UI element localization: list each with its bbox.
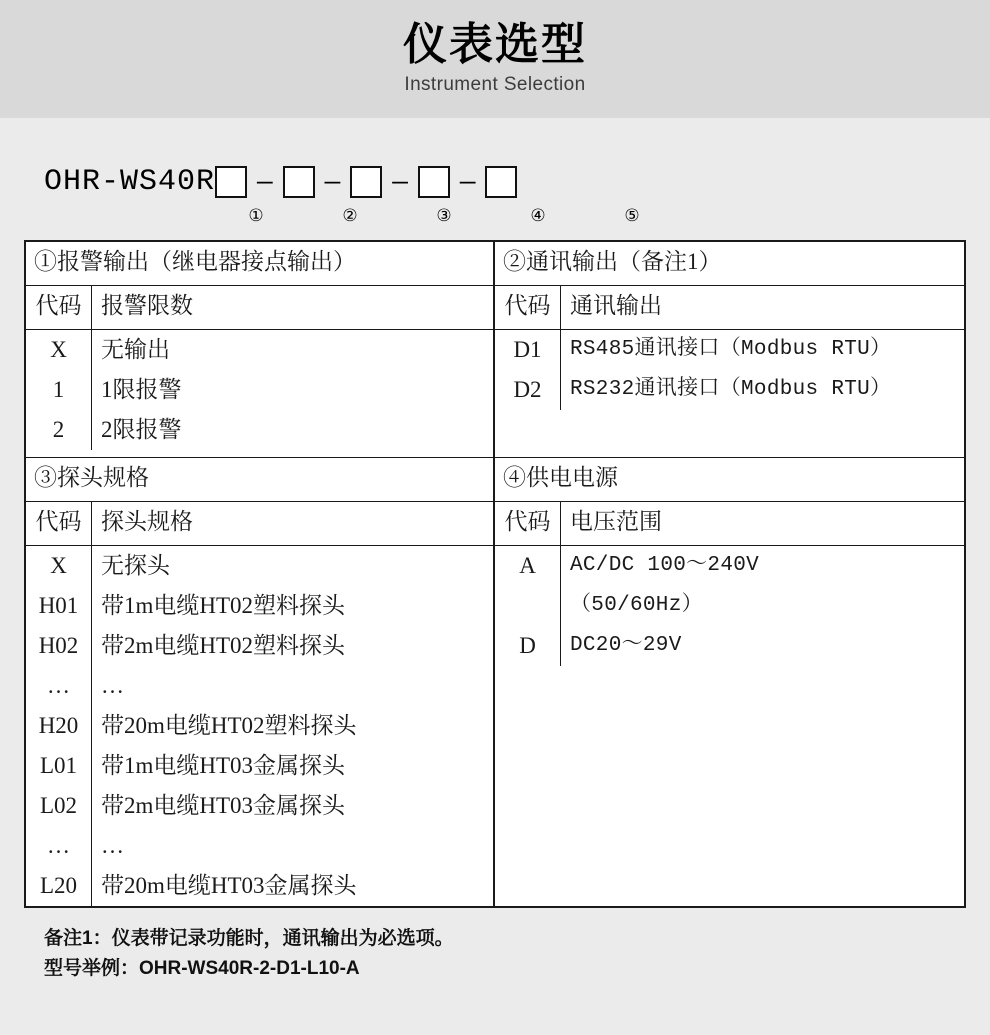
header-code-comm: 代码 (495, 286, 561, 329)
page-header (0, 0, 990, 118)
model-dash-4: — (459, 167, 476, 197)
header-row-alarm (26, 286, 493, 330)
page-subtitle: Instrument Selection (404, 74, 586, 95)
header-row-comm (495, 286, 964, 330)
header-desc-alarm: 报警限数 (101, 293, 193, 318)
notes-block (44, 924, 990, 984)
row-desc: 无探头 (101, 553, 170, 578)
model-slot-markers (44, 206, 990, 226)
row-desc: … (101, 833, 124, 858)
note-remark-1: 备注1：仪表带记录功能时，通讯输出为必选项。 (44, 928, 454, 949)
row-desc: 1限报警 (101, 377, 182, 402)
row-code: 2 (26, 410, 92, 450)
row-code: … (26, 826, 92, 866)
header-desc-probe: 探头规格 (101, 509, 193, 534)
model-code-row (44, 160, 990, 204)
rows-alarm (26, 330, 493, 458)
header-desc-power: 电压范围 (570, 509, 662, 534)
header-desc-comm: 通讯输出 (570, 293, 662, 318)
rows-comm (495, 330, 964, 458)
row-desc: 无输出 (101, 337, 170, 362)
model-marker-5: ⑤ (624, 206, 640, 225)
group-title-probe: ③探头规格 (26, 458, 493, 502)
row-desc: AC/DC 100～240V (570, 554, 760, 577)
row-desc: 带1m电缆HT03金属探头 (101, 753, 346, 778)
row-code: … (26, 666, 92, 706)
row-code: L02 (26, 786, 92, 826)
table-row (26, 586, 493, 626)
selection-table (24, 240, 966, 908)
row-desc: 带20m电缆HT02塑料探头 (101, 713, 357, 738)
model-slot-3[interactable] (350, 166, 382, 198)
selection-table-left-column (26, 242, 495, 906)
table-row (495, 546, 964, 586)
row-desc: 带20m电缆HT03金属探头 (101, 873, 357, 898)
row-code: X (26, 546, 92, 586)
row-desc: RS232通讯接口（Modbus RTU） (570, 378, 892, 401)
table-row (495, 330, 964, 370)
header-row-probe (26, 502, 493, 546)
table-row (495, 370, 964, 410)
row-code: X (26, 330, 92, 370)
row-desc: DC20～29V (570, 634, 682, 657)
model-slot-2[interactable] (283, 166, 315, 198)
row-desc: RS485通讯接口（Modbus RTU） (570, 338, 892, 361)
row-code: 1 (26, 370, 92, 410)
selection-table-right-column (495, 242, 964, 906)
row-code: D2 (495, 370, 561, 410)
model-prefix: OHR-WS40R (44, 165, 216, 199)
note-model-example: 型号举例：OHR-WS40R-2-D1-L10-A (44, 958, 360, 979)
row-desc: 2限报警 (101, 417, 182, 442)
table-row (26, 706, 493, 746)
model-marker-4: ④ (530, 206, 546, 225)
row-code (495, 586, 561, 626)
table-row (26, 546, 493, 586)
row-code: L01 (26, 746, 92, 786)
table-row (26, 666, 493, 706)
page-title: 仪表选型 (403, 20, 587, 69)
group-title-power: ④供电电源 (495, 458, 964, 502)
row-code: A (495, 546, 561, 586)
model-slot-5[interactable] (485, 166, 517, 198)
header-code-alarm: 代码 (26, 286, 92, 329)
model-dash-1: — (257, 167, 273, 197)
table-row (26, 786, 493, 826)
model-marker-1: ① (248, 206, 264, 225)
model-slot-1[interactable] (215, 166, 247, 198)
table-row (26, 626, 493, 666)
model-marker-2: ② (342, 206, 358, 225)
rows-probe (26, 546, 493, 906)
model-code-builder (44, 160, 990, 232)
table-row (26, 330, 493, 370)
row-desc: （50/60Hz） (570, 594, 703, 617)
row-code: D1 (495, 330, 561, 370)
group-title-alarm: ①报警输出（继电器接点输出） (26, 242, 493, 286)
header-row-power (495, 502, 964, 546)
table-row (26, 410, 493, 450)
row-desc: 带2m电缆HT02塑料探头 (101, 633, 346, 658)
row-code: D (495, 626, 561, 666)
row-code: H01 (26, 586, 92, 626)
model-dash-2: — (324, 167, 341, 197)
table-row (495, 586, 964, 626)
row-code: L20 (26, 866, 92, 906)
model-slot-4[interactable] (418, 166, 450, 198)
table-row (26, 370, 493, 410)
row-desc: … (101, 673, 124, 698)
table-row (26, 866, 493, 906)
rows-power (495, 546, 964, 666)
row-code: H02 (26, 626, 92, 666)
group-title-comm: ②通讯输出（备注1） (495, 242, 964, 286)
model-dash-3: — (392, 167, 408, 197)
table-row (26, 826, 493, 866)
table-row (495, 626, 964, 666)
table-row (26, 746, 493, 786)
row-desc: 带1m电缆HT02塑料探头 (101, 593, 346, 618)
header-code-probe: 代码 (26, 502, 92, 545)
row-code: H20 (26, 706, 92, 746)
model-marker-3: ③ (436, 206, 452, 225)
header-code-power: 代码 (495, 502, 561, 545)
row-desc: 带2m电缆HT03金属探头 (101, 793, 346, 818)
